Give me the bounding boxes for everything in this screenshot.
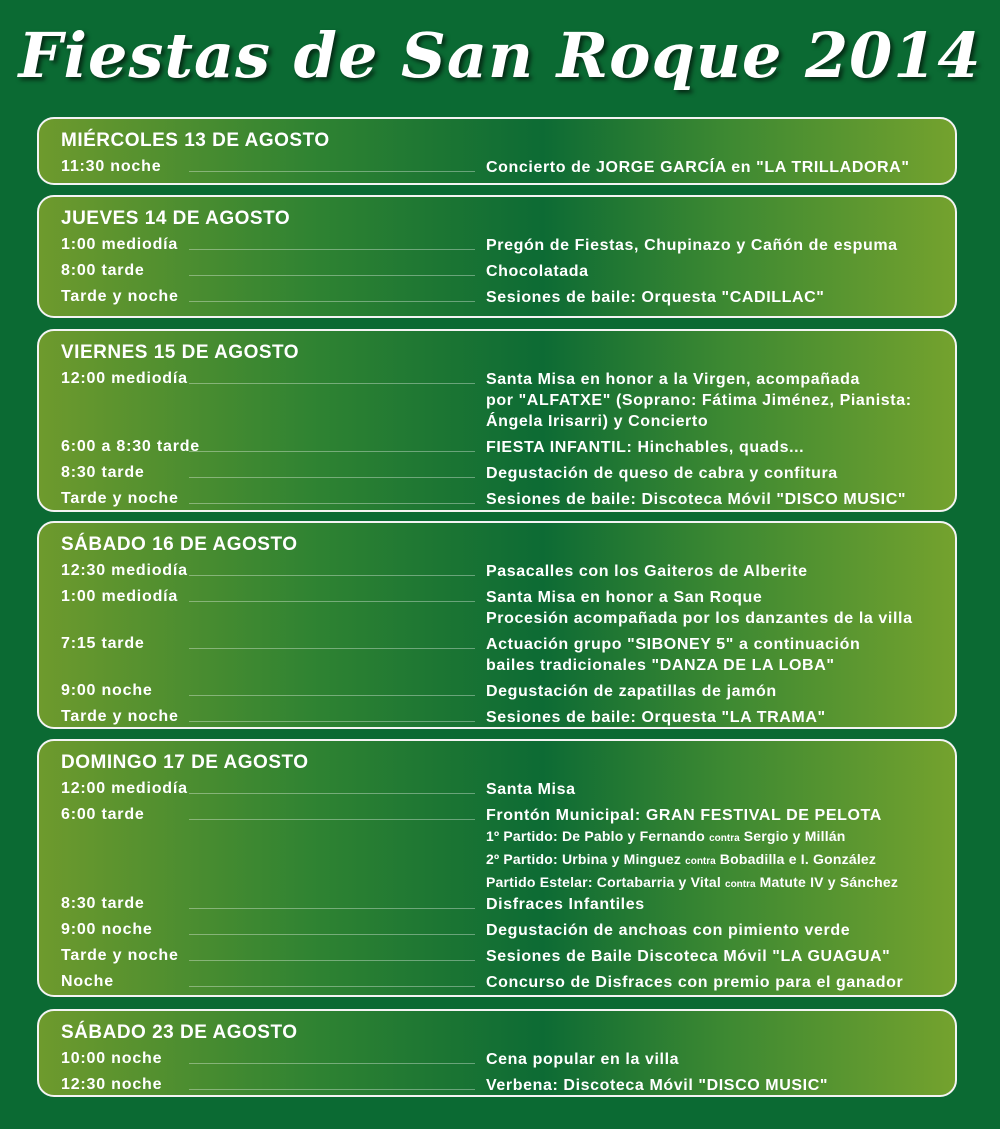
day-section — [37, 329, 957, 512]
description-line: Sesiones de baile: Discoteca Móvil "DISCO MUSIC" — [486, 491, 907, 508]
event-description — [486, 917, 951, 941]
event-description — [486, 486, 951, 510]
event-time: 10:00 noche — [61, 1050, 163, 1067]
match-line: 1º Partido: De Pablo y Fernando contra Sergio y Millán — [486, 828, 846, 844]
day-heading: MIÉRCOLES 13 DE AGOSTO — [61, 130, 330, 151]
leader-line — [189, 960, 475, 961]
event-row — [39, 1072, 955, 1098]
event-time: 1:00 mediodía — [61, 236, 179, 253]
leader-line — [189, 171, 475, 172]
description-line: bailes tradicionales "DANZA DE LA LOBA" — [486, 657, 835, 674]
event-row — [39, 704, 955, 730]
event-description — [486, 558, 951, 582]
description-line: Ángela Irisarri) y Concierto — [486, 413, 709, 430]
event-row — [39, 434, 955, 460]
description-line: Chocolatada — [486, 263, 589, 280]
event-description — [486, 258, 951, 282]
event-row — [39, 232, 955, 258]
leader-line — [189, 721, 475, 722]
event-row — [39, 891, 955, 917]
event-time: 6:00 tarde — [61, 806, 145, 823]
description-line: Santa Misa — [486, 781, 576, 798]
event-row — [39, 584, 955, 631]
description-line: Pasacalles con los Gaiteros de Alberite — [486, 563, 808, 580]
event-time: 8:30 tarde — [61, 895, 145, 912]
event-time: 12:30 mediodía — [61, 562, 188, 579]
leader-line — [189, 908, 475, 909]
event-description — [486, 678, 951, 702]
event-description — [486, 969, 951, 993]
leader-line — [189, 934, 475, 935]
description-line: Pregón de Fiestas, Chupinazo y Cañón de espuma — [486, 237, 898, 254]
event-row — [39, 558, 955, 584]
description-line: Degustación de queso de cabra y confitura — [486, 465, 838, 482]
event-row — [39, 284, 955, 310]
event-time: 8:30 tarde — [61, 464, 145, 481]
event-row — [39, 631, 955, 678]
leader-line — [189, 601, 475, 602]
event-time: 12:30 noche — [61, 1076, 163, 1093]
event-row — [39, 678, 955, 704]
event-row — [39, 154, 955, 180]
leader-line — [189, 383, 475, 384]
leader-line — [189, 451, 475, 452]
day-heading: SÁBADO 16 DE AGOSTO — [61, 534, 298, 555]
description-line: Sesiones de baile: Orquesta "LA TRAMA" — [486, 709, 826, 726]
leader-line — [189, 819, 475, 820]
event-row — [39, 802, 955, 891]
description-line: Procesión acompañada por los danzantes de la villa — [486, 610, 913, 627]
event-time: 8:00 tarde — [61, 262, 145, 279]
day-heading: SÁBADO 23 DE AGOSTO — [61, 1022, 298, 1043]
day-section — [37, 117, 957, 185]
leader-line — [189, 1063, 475, 1064]
description-line: Santa Misa en honor a la Virgen, acompañada — [486, 371, 861, 388]
event-description — [486, 284, 951, 308]
event-row — [39, 366, 955, 434]
event-time: 1:00 mediodía — [61, 588, 179, 605]
event-time: 7:15 tarde — [61, 635, 145, 652]
description-line: Degustación de anchoas con pimiento verde — [486, 922, 851, 939]
leader-line — [189, 648, 475, 649]
leader-line — [189, 1089, 475, 1090]
day-section — [37, 521, 957, 729]
leader-line — [189, 249, 475, 250]
event-time: 6:00 a 8:30 tarde — [61, 438, 201, 455]
leader-line — [189, 275, 475, 276]
event-row — [39, 776, 955, 802]
description-line: Concurso de Disfraces con premio para el ganador — [486, 974, 904, 991]
event-time: Noche — [61, 973, 114, 990]
event-row — [39, 258, 955, 284]
event-time: 12:00 mediodía — [61, 780, 188, 797]
event-description — [486, 631, 951, 676]
poster-title: Fiestas de San Roque 2014 — [18, 19, 982, 92]
description-line: por "ALFATXE" (Soprano: Fátima Jiménez, Pianista: — [486, 392, 912, 409]
event-description — [486, 460, 951, 484]
event-description — [486, 434, 951, 458]
event-description — [486, 1072, 951, 1096]
event-description — [486, 943, 951, 967]
day-heading: JUEVES 14 DE AGOSTO — [61, 208, 291, 229]
description-line: Disfraces Infantiles — [486, 896, 645, 913]
description-line: FIESTA INFANTIL: Hinchables, quads... — [486, 439, 805, 456]
leader-line — [189, 301, 475, 302]
description-line: Sesiones de Baile Discoteca Móvil "LA GUAGUA" — [486, 948, 891, 965]
event-row — [39, 917, 955, 943]
match-line: 2º Partido: Urbina y Minguez contra Bobadilla e I. González — [486, 851, 877, 867]
description-line: Frontón Municipal: GRAN FESTIVAL DE PELOTA — [486, 807, 882, 824]
event-time: Tarde y noche — [61, 708, 179, 725]
description-line: Concierto de JORGE GARCÍA en "LA TRILLADORA" — [486, 159, 910, 176]
day-section — [37, 195, 957, 318]
match-line: Partido Estelar: Cortabarria y Vital contra Matute IV y Sánchez — [486, 874, 899, 890]
event-row — [39, 486, 955, 512]
event-time: 11:30 noche — [61, 158, 162, 175]
description-line: Verbena: Discoteca Móvil "DISCO MUSIC" — [486, 1077, 829, 1094]
description-line: Actuación grupo "SIBONEY 5" a continuación — [486, 636, 861, 653]
day-heading: DOMINGO 17 DE AGOSTO — [61, 752, 309, 773]
description-line: Sesiones de baile: Orquesta "CADILLAC" — [486, 289, 825, 306]
leader-line — [189, 575, 475, 576]
day-section — [37, 1009, 957, 1097]
leader-line — [189, 477, 475, 478]
event-time: 9:00 noche — [61, 921, 153, 938]
event-row — [39, 969, 955, 995]
leader-line — [189, 986, 475, 987]
event-description — [486, 776, 951, 800]
event-description — [486, 584, 951, 629]
event-description — [486, 154, 951, 178]
event-description — [486, 802, 951, 895]
event-time: 9:00 noche — [61, 682, 153, 699]
leader-line — [189, 503, 475, 504]
event-row — [39, 460, 955, 486]
description-line: Degustación de zapatillas de jamón — [486, 683, 777, 700]
leader-line — [189, 695, 475, 696]
description-line: Cena popular en la villa — [486, 1051, 680, 1068]
event-description — [486, 891, 951, 915]
description-line: Santa Misa en honor a San Roque — [486, 589, 763, 606]
event-description — [486, 704, 951, 728]
day-section — [37, 739, 957, 997]
event-time: Tarde y noche — [61, 288, 179, 305]
day-heading: VIERNES 15 DE AGOSTO — [61, 342, 300, 363]
event-time: Tarde y noche — [61, 490, 179, 507]
event-description — [486, 366, 951, 432]
event-description — [486, 1046, 951, 1070]
event-row — [39, 1046, 955, 1072]
event-time: Tarde y noche — [61, 947, 179, 964]
event-description — [486, 232, 951, 256]
event-time: 12:00 mediodía — [61, 370, 188, 387]
event-row — [39, 943, 955, 969]
leader-line — [189, 793, 475, 794]
